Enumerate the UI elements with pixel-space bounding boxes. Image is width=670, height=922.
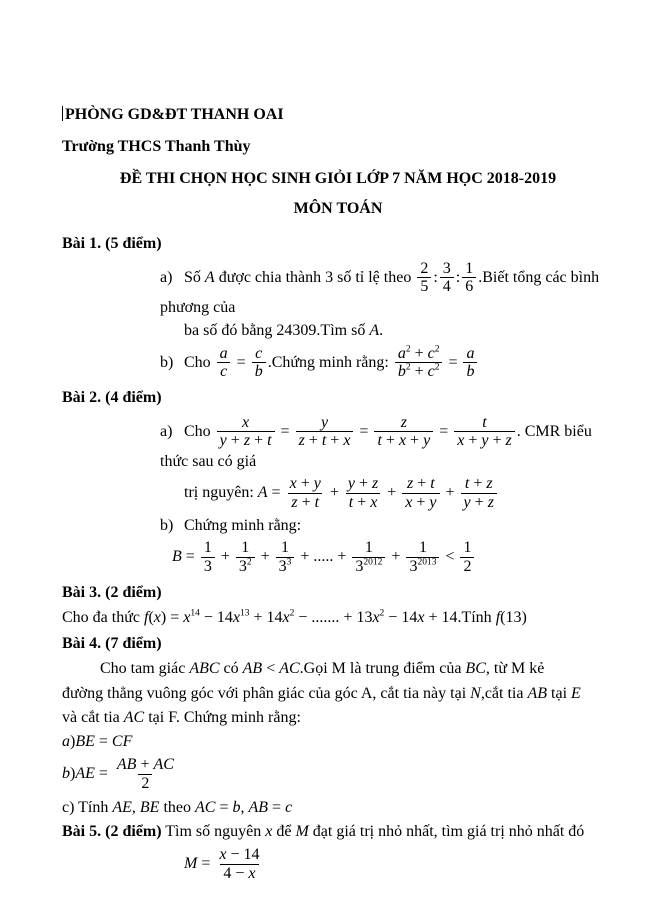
problem-2a-text-continued: trị nguyên: A = $\frac{x + y}{z + t}$ + $\frac{y + z}{t + x}$ + $\frac{z + t}{x + y}$ + $\frac{t + z}{y + z}$ [184, 474, 614, 513]
problem-1b-text: Cho $\frac{a}{c}$ = $\frac{c}{b}$ .Chứng minh rằng: $\frac{a^2 + c^2}{b^2 + c^2}$ = $\frac{a}{b}$ [184, 354, 479, 371]
department-name: PHÒNG GD&ĐT THANH OAI [65, 106, 284, 123]
problem-2-part-b [160, 515, 614, 536]
problem-5-heading: Bài 5. (2 điểm) [62, 822, 162, 840]
problem-1a-text: Số A được chia thành 3 số tỉ lệ theo $\frac{2}{5}$ : $\frac{3}{4}$ : $\frac{1}{6}$ .Biết tổng các bình phương của [160, 259, 600, 317]
item-label-a: a) [160, 268, 173, 286]
problem-5-intro: Tìm số nguyên x để M đạt giá trị nhỏ nhất, tìm giá trị nhỏ nhất đó [161, 822, 585, 840]
problem-3-text: Cho đa thức $f(x) = x^{14} - 14x^{13} + 14x^2$ − ....... + $13x^2 - 14x$ + 14.Tính f(13) [62, 608, 527, 627]
problem-2b-intro: Chứng minh rằng: [184, 517, 302, 535]
problem-4-text-line3: và cắt tia AC tại F. Chứng minh rằng: [62, 708, 301, 726]
text-cursor-icon [62, 106, 63, 121]
item-label-b: b) [160, 353, 174, 371]
department-line [62, 104, 614, 125]
item-label-a: a) [160, 422, 173, 440]
problem-4-text-line1: Cho tam giác ABC có AB < AC.Gọi M là trung điểm của BC, từ M kẻ [100, 660, 545, 678]
problem-3-heading: Bài 3. (2 điểm) [62, 584, 162, 602]
problem-2b-formula: B = $\frac{1}{3}$ + $\frac{1}{3^2}$ + $\frac{1}{3^3}$ + ..... + $\frac{1}{3^{2012}}$ + $\frac{1}{3^{2013}}$ < $\frac{1}{2}$ [172, 538, 614, 577]
problem-5-formula: M = $\frac{x - 14}{4 - x}$ [184, 845, 260, 882]
problem-4-part-b: b)AE = $\frac{AB + AC}{2}$ [62, 755, 174, 792]
item-label-b: b) [160, 517, 174, 535]
problem-2a-text: Cho $\frac{x}{y + z + t}$ = $\frac{y}{z + t + x}$ = $\frac{z}{t + x + y}$ = $\frac{t}{x + y + z}$ . CMR biểu thức sau có giá [160, 413, 592, 471]
problem-4-part-c: c) Tính AE, BE theo AC = b, AB = c [62, 798, 293, 816]
problem-4-text-line2: đường thẳng vuông góc với phân giác của góc A, cắt tia này tại N,cắt tia AB tại E [62, 684, 581, 702]
problem-1a-text-continued: ba số đó bằng 24309.Tìm số A. [184, 322, 384, 340]
problem-2-part-a [160, 413, 614, 473]
problem-2-heading: Bài 2. (4 điểm) [62, 389, 162, 407]
problem-1-heading: Bài 1. (5 điểm) [62, 235, 162, 253]
problem-4-heading: Bài 4. (7 điểm) [62, 635, 162, 653]
problem-1-part-a [160, 259, 614, 319]
problem-1-part-b [160, 344, 614, 383]
problem-4-part-a: a)BE = CF [62, 732, 133, 750]
problem-5-heading-line [62, 821, 614, 842]
exam-title: ĐỀ THI CHỌN HỌC SINH GIỎI LỚP 7 NĂM HỌC 2018-2019 [119, 170, 557, 188]
exam-subject: MÔN TOÁN [293, 200, 383, 218]
school-name: Trường THCS Thanh Thùy [62, 138, 251, 156]
